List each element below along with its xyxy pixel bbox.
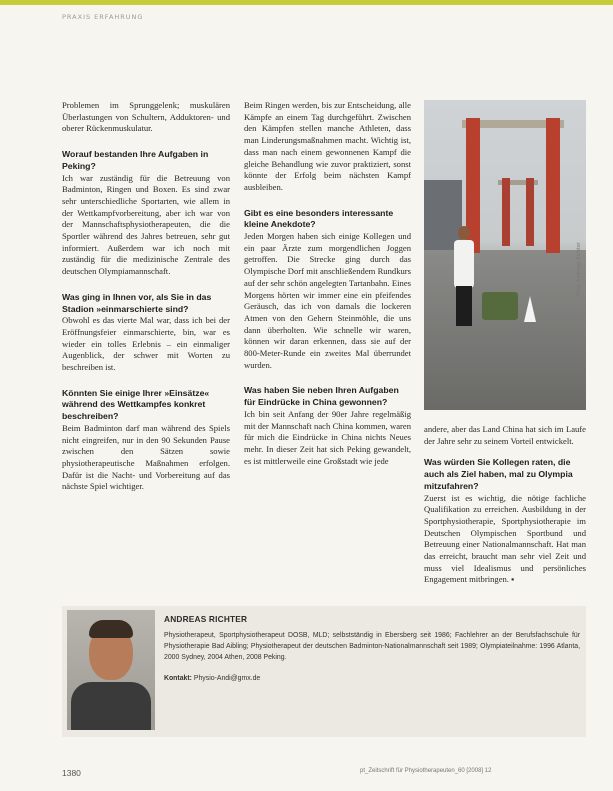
photo-gate-pillar: [502, 178, 510, 246]
body-paragraph: Jeden Morgen haben sich einige Kollegen und ein paar Ärzte zum morgendlichen Joggen getroffen. Die Strecke ging durch das Olympische Dorf mit anschließendem Rundkurs auf der sehr schön angelegten Tartanbahn. Eines Morgens hörten wir immer eine ein pfeifendes Geräusch, das ich von damals die lockeren Atmen von den Gehern Steinmöhle, die uns dann überholten. Wie schnelle wir waren, können wir daran erkennen, dass sie auf der 800-Meter-Runde ein zweites Mal überrundet wurden.: [244, 231, 411, 370]
photo-cart: [482, 292, 518, 320]
interview-question: Was haben Sie neben Ihren Aufgaben für Eindrücke in China gewonnen?: [244, 385, 399, 408]
photo-runner-body: [454, 240, 474, 288]
body-paragraph: Obwohl es das vierte Mal war, dass ich bei der Eröffnungsfeier einmarschierte, bin, war es wieder ein tolles Erlebnis – ein einmaliger Augenblick, der schwer mit Worten zu beschreiben ist.: [62, 315, 230, 373]
portrait-hair: [89, 620, 133, 638]
section-label: PRAXIS ERFAHRUNG: [62, 13, 144, 21]
interview-question: Worauf bestanden Ihre Aufgaben in Peking?: [62, 149, 209, 171]
body-paragraph: andere, aber das Land China hat sich im Laufe der Jahre sehr zu seinem Vorteil entwickelt.: [424, 424, 586, 446]
bio-paragraph: Physiotherapeut, Sportphysiotherapeut DOSB, MLD; selbstständig in Ebersberg seit 1986; Fachlehrer an der Berufsfachschule für Physiotherapie Bad Aibling; Physiotherapeut der deutschen Badminton-Nationalmannschaft seit 1989; Olympiateilnahme: 1996 Atlanta, 2000 Sydney, 2004 Athen, 2008 Peking.: [164, 632, 580, 661]
body-paragraph: Problemen im Sprunggelenk; muskulären Überlastungen von Schultern, Adduktoren- und oberer Rückenmuskulatur.: [62, 100, 230, 134]
photo-cone: [524, 296, 536, 322]
photo-gate-pillar: [526, 178, 534, 246]
top-accent-bar: [0, 0, 613, 5]
text-column-3: [424, 424, 586, 586]
interview-question: Was ging in Ihnen vor, als Sie in das Stadion »einmarschierte sind?: [62, 291, 212, 314]
olympic-village-photo: [424, 100, 586, 410]
journal-footer: pt_Zeitschrift für Physiotherapeuten_60 [2008] 12: [360, 768, 492, 774]
photo-gate-pillar: [546, 118, 560, 253]
author-portrait: [67, 610, 155, 730]
author-bio-text: [164, 631, 580, 663]
body-paragraph: Ich bin seit Anfang der 90er Jahre regelmäßig mit der Mannschaft nach China kommen, waren für mich die Eindrücke in China nichts Neues mehr. In dieser Zeit hat sich Peking gewandelt, es ist mittlerweile eine Großstadt wie jede: [244, 408, 411, 466]
photo-credit: Foto: Andreas Richter: [576, 242, 582, 296]
interview-question: Was würden Sie Kollegen raten, die auch als Ziel haben, mal zu Olympia mitzufahren?: [424, 457, 573, 491]
page-number: 1380: [62, 768, 81, 778]
interview-question: Könnten Sie einige Ihrer »Einsätze« während des Wettkampfes konkret beschreiben?: [62, 387, 210, 422]
body-paragraph: Ich war zuständig für die Betreuung von Badminton, Ringen und Boxen. Es sind zwar sehr unterschiedliche Sportarten, wie allem in der Wettkampfvorbereitung, aber ich war von der Mannschaftsphysiotherapeuten, die die Sportler während des Jahres betreuen, sehr gut informiert. Außerdem war ich noch mit zuständig für die medizinische Zentrale des deutschen Olympiamannschaft.: [62, 172, 230, 277]
text-column-2: [244, 100, 411, 467]
photo-ground: [424, 250, 586, 410]
photo-runner-head: [458, 226, 470, 240]
contact-label: Kontakt:: [164, 675, 192, 682]
photo-runner-legs: [456, 286, 472, 326]
interview-question: Gibt es eine besonders interessante kleine Anekdote?: [244, 207, 394, 230]
body-paragraph: Zuerst ist es wichtig, die nötige fachliche Qualifikation zu erreichen. Ausbildung in der Sportphysiotherapie, Sportphysiotherapie im Deutschen Olympischen Sportbund und Betreuung einer Nationalmannschaft. Hat man das erreicht, braucht man sehr viel Zeit und muss viel Idealismus und persönliches Engagement mitbringen. ▪: [424, 492, 586, 585]
author-name: ANDREAS RICHTER: [164, 614, 248, 624]
portrait-shirt: [71, 682, 151, 730]
body-paragraph: Beim Badminton darf man während des Spiels nicht eingreifen, nur in den 90 Sekunden Pause zwischen den Sätzen sowie physiotherapeutische Maßnahmen erfolgen. Dafür ist die Nacht- und Vorbereitung auf das nächste Spiel wichtiger.: [62, 422, 230, 492]
text-column-1: [62, 100, 230, 493]
author-contact: [164, 675, 260, 682]
contact-email-link[interactable]: Physio-Andi@gmx.de: [193, 675, 261, 682]
body-paragraph: Beim Ringen werden, bis zur Entscheidung, alle Kämpfe an einem Tag durchgeführt. Zwischen den Kämpfen stellen manche Athleten, dass man Linderungsmaßnahmen macht. Wichtig ist, dass man nach einem gewonnenen Kampf die gleiche Behandlung wie zuvor praktiziert, sonst könnte der Erfolg beim nächsten Kampf ausbleiben.: [244, 100, 411, 192]
